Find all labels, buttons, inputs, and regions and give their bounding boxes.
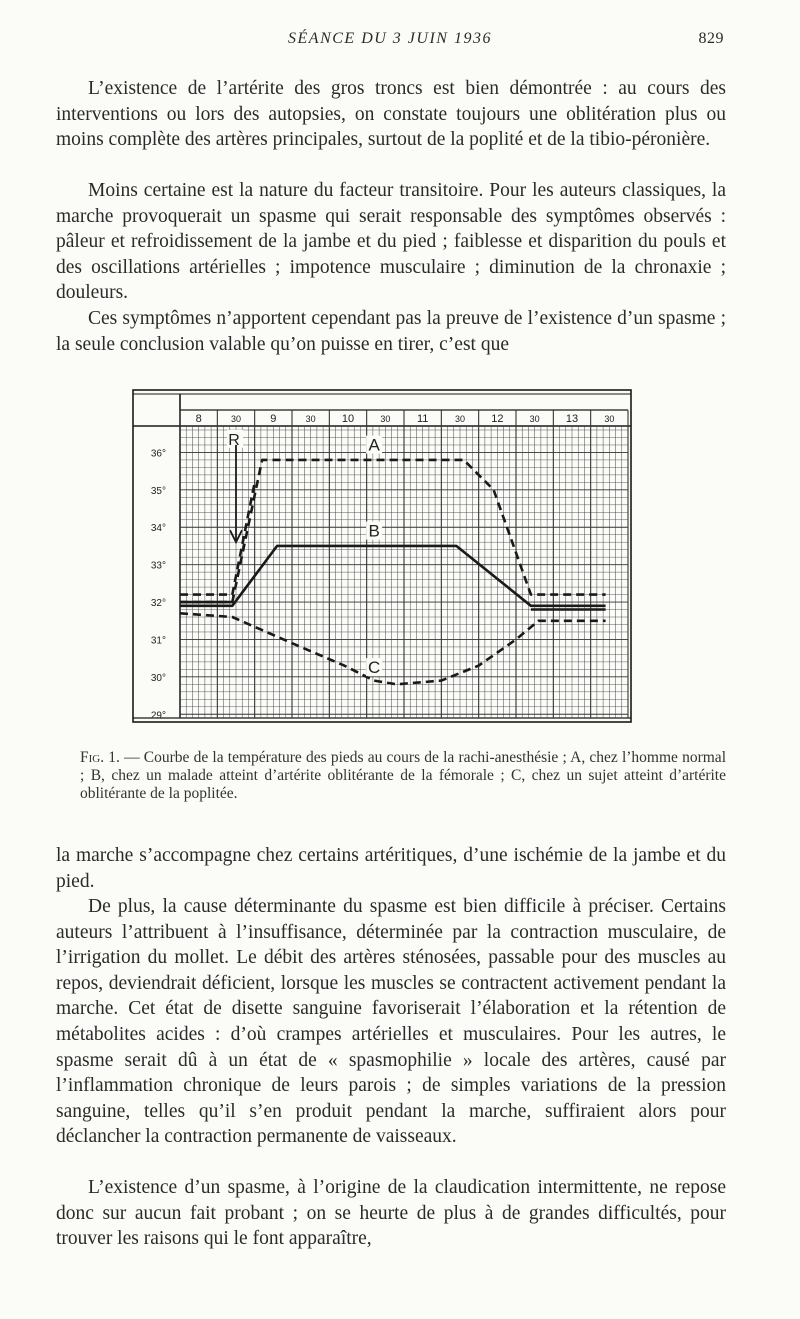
paragraph-3: Ces symptômes n’apportent cependant pas la preuve de l’existence d’un spasme ; la seule conclusion valable qu’on puisse en tirer, c’est que [56,308,726,355]
series-b-line [180,546,606,606]
x-tick-label: 30 [454,414,466,424]
x-tick-label: 30 [604,414,615,424]
x-tick-label: 30 [380,414,391,424]
page-number: 829 [698,30,724,47]
x-tick-label: 12 [491,413,504,425]
series-c-line [180,613,606,684]
x-tick-label: 10 [341,413,355,425]
x-tick-label: 30 [305,414,316,424]
y-tick-label: 33° [150,560,166,572]
running-header [56,30,724,56]
y-tick-label: 34° [150,523,166,535]
series-c-label: C [367,658,381,678]
y-tick-label: 30° [150,672,166,684]
y-tick-label: 32° [150,598,166,610]
paragraph-6: L’existence d’un spasme, à l’origine de la claudication intermittente, ne repose donc sur aucun fait probant ; on se heurte de plus à de grandes difficultés, pour trouver les raisons qui le font apparaître, [56,1177,726,1250]
caption-label: Fig. 1. [80,749,120,766]
caption-text: — Courbe de la température des pieds au cours de la rachi-anesthésie ; A, chez l’homme normal ; B, chez un malade atteint d’artérite oblitérante de la fémorale ; C, chez un sujet atteint d’artérite oblitérante de la poplitée. [80,749,726,802]
series-a-label: A [368,435,380,455]
x-tick-label: 30 [230,414,242,424]
y-tick-label: 35° [150,485,166,497]
series-a-line [180,460,606,602]
figure-caption [80,749,726,803]
x-tick-label: 11 [416,413,429,425]
figure-1-chart [0,388,800,738]
y-tick-label: 29° [150,710,166,722]
series-b-label: B [368,521,380,541]
paragraph-2: Moins certaine est la nature du facteur transitoire. Pour les auteurs classiques, la marche provoquerait un spasme qui serait responsable des symptômes observés : pâleur et refroidissement de la jambe et du pied ; faiblesse et disparition du pouls et des oscillations artérielles ; impotence musculaire ; diminution de la chronaxie ; douleurs. [56,180,726,304]
x-tick-label: 8 [195,413,202,425]
annotation-r-label: R [228,431,240,449]
y-tick-label: 31° [150,635,166,647]
paragraph-1: L’existence de l’artérite des gros troncs est bien démontrée : au cours des interventions ou lors des autopsies, on constate toujours une oblitération plus ou moins complète des artères principales, surtout de la poplité et de la tibio-péronière. [56,78,726,151]
x-tick-label: 13 [565,413,579,425]
header-title: SÉANCE DU 3 JUIN 1936 [288,30,492,47]
paragraph-4: la marche s’accompagne chez certains artéritiques, d’une ischémie de la jambe et du pied. [56,845,726,892]
y-tick-label: 36° [150,448,166,460]
x-tick-label: 30 [529,414,540,424]
x-tick-label: 9 [270,413,277,425]
paragraph-5: De plus, la cause déterminante du spasme est bien difficile à préciser. Certains auteurs l’attribuent à l’insuffisance, déterminée par la contraction musculaire, de l’irrigation du mollet. Le débit des artères sténosées, passable pour des muscles au repos, deviendrait déficient, lorsque les muscles se contractent activement pendant la marche. Cet état de disette sanguine favoriserait l’élaboration et la rétention de métabolites acides : d’où crampes artérielles et musculaires. Pour les autres, le spasme serait dû à un état de « spasmophilie » locale des artères, causé par l’inflammation chronique de leurs parois ; de simples variations de la pression sanguine, telles qu’il s’en produit pendant la marche, suffiraient alors pour déclancher la contraction permanente de vaisseaux. [56,896,726,1148]
